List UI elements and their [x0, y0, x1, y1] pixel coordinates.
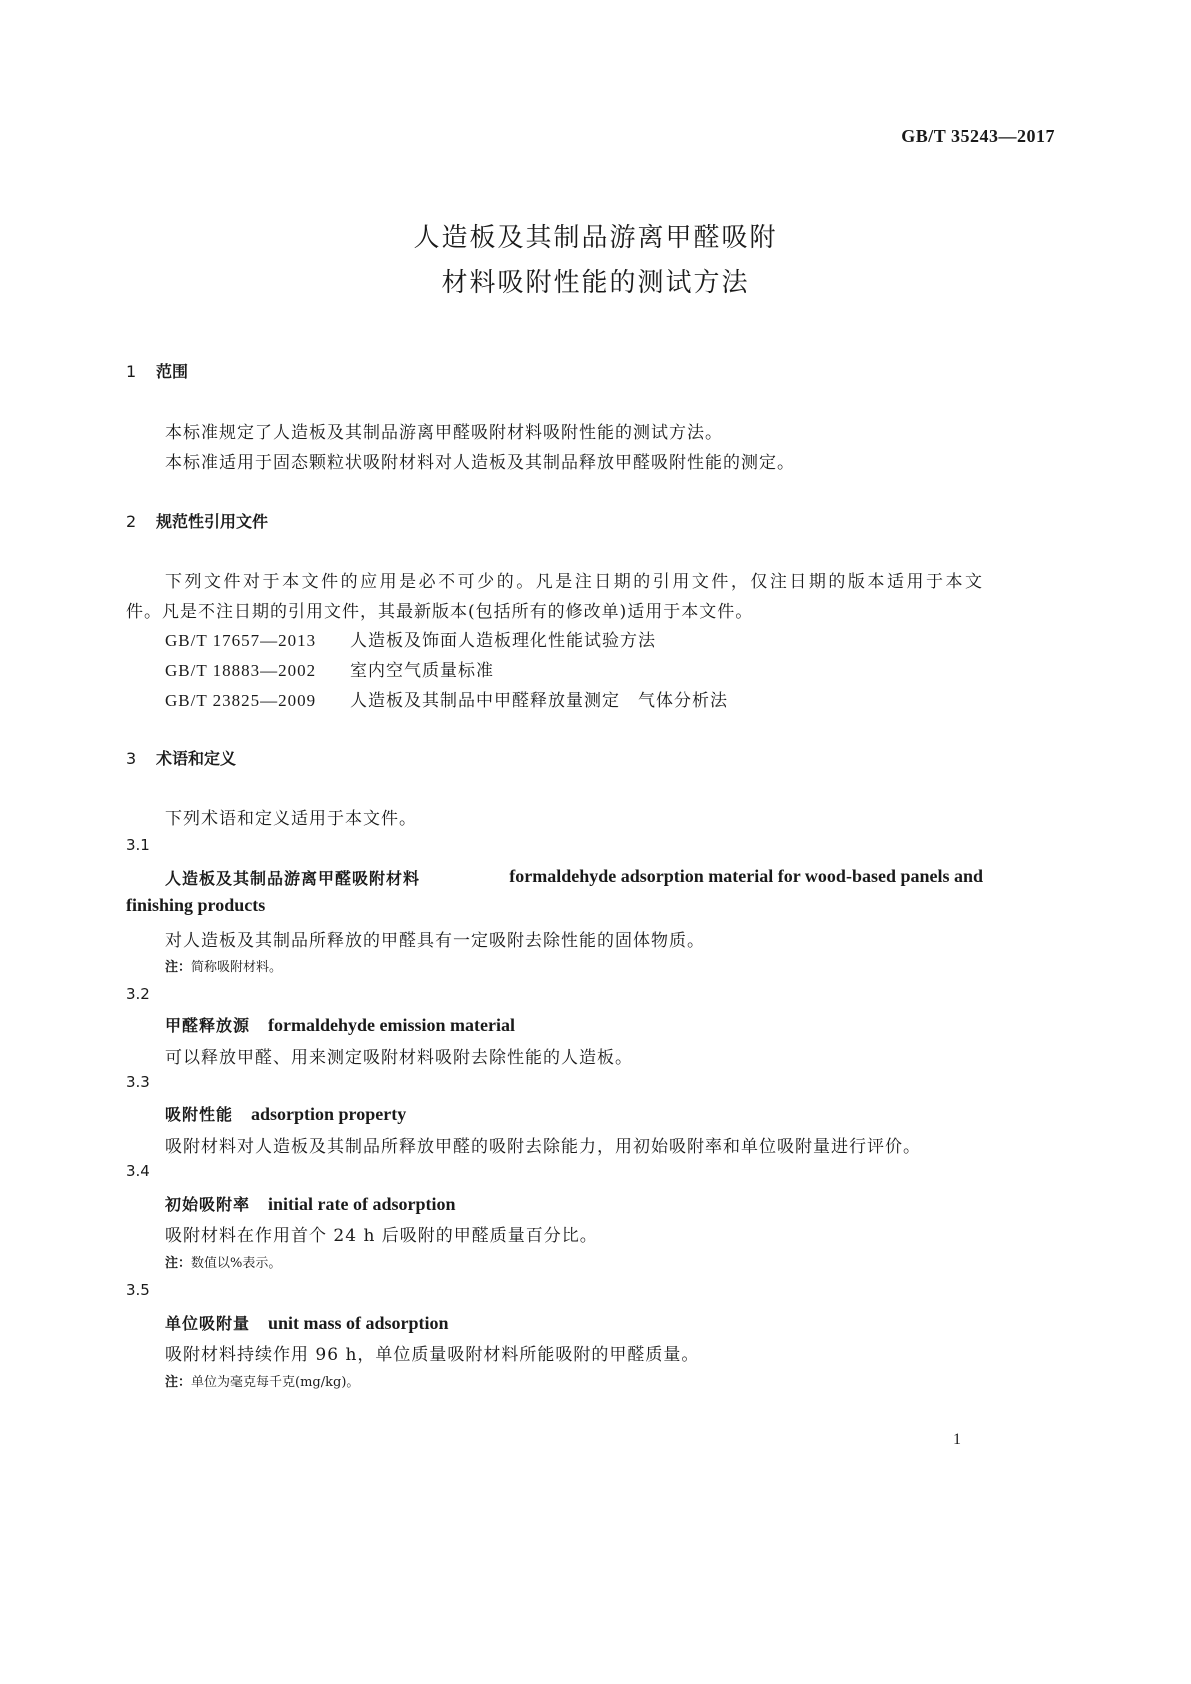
reference-title: 室内空气质量标准: [350, 661, 494, 681]
term-definition: 吸附材料对人造板及其制品所释放甲醛的吸附去除能力，用初始吸附率和单位吸附量进行评价。: [165, 1137, 921, 1157]
clause-number: 3.5: [126, 1281, 150, 1299]
normative-reference: [165, 626, 656, 651]
paragraph: 本标准适用于固态颗粒状吸附材料对人造板及其制品释放甲醛吸附性能的测定。: [165, 453, 795, 473]
paragraph-continuation: 件。凡是不注日期的引用文件，其最新版本(包括所有的修改单)适用于本文件。: [126, 602, 754, 622]
clause-number: 3.3: [126, 1073, 150, 1091]
clause-number: 3.2: [126, 985, 150, 1003]
term-definition: 吸附材料在作用首个 24 h 后吸附的甲醛质量百分比。: [165, 1226, 598, 1246]
reference-title: 人造板及饰面人造板理化性能试验方法: [350, 631, 656, 651]
paragraph: 下列术语和定义适用于本文件。: [165, 809, 417, 829]
term-zh: 人造板及其制品游离甲醛吸附材料: [165, 869, 421, 888]
page-number: 1: [953, 1431, 961, 1448]
term-zh: 吸附性能: [165, 1105, 234, 1124]
normative-reference: [165, 686, 728, 711]
term-zh: 单位吸附量: [165, 1314, 251, 1333]
paragraph: 本标准规定了人造板及其制品游离甲醛吸附材料吸附性能的测试方法。: [165, 423, 723, 443]
document-title-line2: 材料吸附性能的测试方法: [441, 268, 750, 298]
section-1-heading: [126, 359, 188, 382]
term-heading: [165, 1192, 456, 1215]
section-title: 术语和定义: [156, 749, 237, 768]
term-en: finishing products: [126, 895, 266, 915]
section-title: 范围: [156, 362, 189, 381]
term-en: formaldehyde adsorption material for wood-based panels and: [509, 866, 983, 886]
term-heading: [165, 1013, 515, 1036]
note-text: 简称吸附材料。: [191, 960, 283, 975]
reference-code: GB/T 18883—2002: [165, 661, 317, 680]
section-number: 3: [126, 749, 137, 768]
term-en: adsorption property: [251, 1104, 407, 1124]
term-zh: 初始吸附率: [165, 1195, 251, 1214]
note-label: 注：: [165, 1375, 192, 1390]
reference-code: GB/T 23825—2009: [165, 691, 317, 710]
term-definition: 可以释放甲醛、用来测定吸附材料吸附去除性能的人造板。: [165, 1048, 633, 1068]
standard-number: GB/T 35243—2017: [901, 126, 1055, 146]
section-3-heading: [126, 746, 236, 769]
reference-title: 人造板及其制品中甲醛释放量测定 气体分析法: [350, 691, 728, 711]
section-2-heading: [126, 509, 268, 532]
document-title-line1: 人造板及其制品游离甲醛吸附: [413, 223, 778, 253]
term-en: initial rate of adsorption: [268, 1194, 456, 1214]
note-label: 注：: [165, 1256, 192, 1271]
term-heading: [165, 1311, 449, 1334]
section-number: 2: [126, 512, 137, 531]
term-note: [165, 1371, 359, 1390]
note-label: 注：: [165, 960, 192, 975]
term-note: [165, 956, 282, 975]
term-heading: [165, 866, 983, 889]
term-heading: [165, 1102, 406, 1125]
paragraph: 下列文件对于本文件的应用是必不可少的。凡是注日期的引用文件，仅注日期的版本适用于本文: [165, 572, 983, 592]
term-en: unit mass of adsorption: [268, 1313, 449, 1333]
section-title: 规范性引用文件: [156, 512, 269, 531]
reference-code: GB/T 17657—2013: [165, 631, 317, 650]
section-number: 1: [126, 362, 137, 381]
term-en: formaldehyde emission material: [268, 1015, 515, 1035]
term-definition: 吸附材料持续作用 96 h，单位质量吸附材料所能吸附的甲醛质量。: [165, 1345, 700, 1365]
term-note: [165, 1252, 281, 1271]
term-zh: 甲醛释放源: [165, 1016, 251, 1035]
clause-number: 3.4: [126, 1162, 150, 1180]
note-text: 数值以%表示。: [191, 1256, 282, 1271]
clause-number: 3.1: [126, 836, 150, 854]
normative-reference: [165, 656, 494, 681]
term-definition: 对人造板及其制品所释放的甲醛具有一定吸附去除性能的固体物质。: [165, 931, 705, 951]
note-text: 单位为毫克每千克(mg/kg)。: [191, 1375, 360, 1390]
term-en-continuation: [126, 895, 265, 916]
